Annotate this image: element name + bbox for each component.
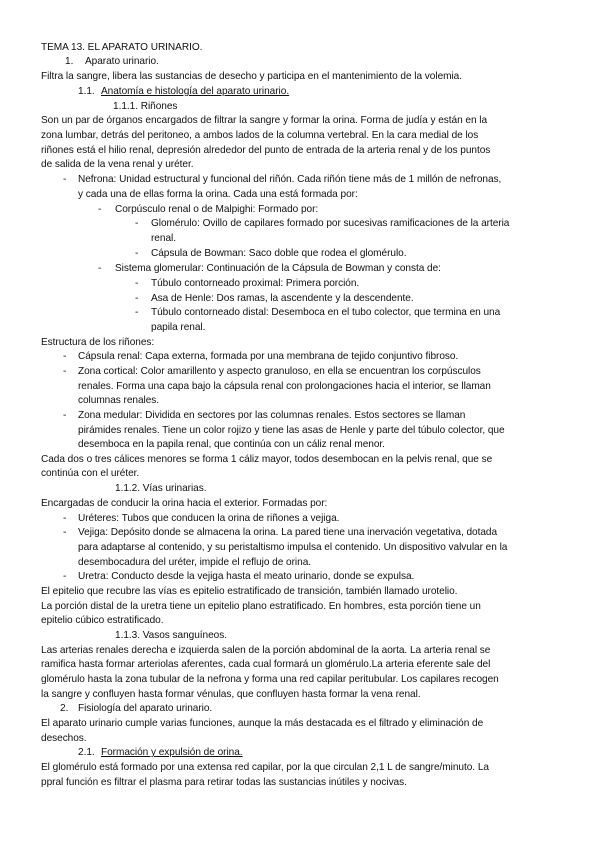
section-2-1-title: Formación y expulsión de orina. bbox=[101, 747, 243, 758]
paragraph-line: riñones está el hilio renal, depresión alrededor del punto de entrada de la arteria renal y de los puntos bbox=[41, 145, 491, 156]
list-item-zona-cortical: Zona cortical: Color amarillento y aspecto granuloso, en ella se encuentran los corpúsculos bbox=[78, 366, 481, 377]
paragraph-line: Son un par de órganos encargados de filtrar la sangre y formar la orina. Forma de judía y están en la bbox=[41, 115, 488, 126]
document-title: TEMA 13. EL APARATO URINARIO. bbox=[41, 42, 203, 53]
paragraph-line: ramifica hasta formar arteriolas aferentes, cada cual formará un glomérulo.La arteria eferente sale del bbox=[41, 659, 491, 670]
paragraph-line: Las arterias renales derecha e izquierda salen de la porción abdominal de la aorta. La arteria renal se bbox=[41, 645, 491, 656]
list-item-vejiga: desembocadura del uréter, impide el reflujo de orina. bbox=[78, 557, 312, 568]
list-item-glomerulo: renal. bbox=[151, 233, 176, 244]
section-2-1-number: 2.1. bbox=[78, 747, 95, 758]
bullet-dash: - bbox=[98, 263, 102, 274]
paragraph-line: de salida de la vena renal y uréter. bbox=[41, 159, 194, 170]
bullet-dash: - bbox=[63, 174, 67, 185]
list-item-tubulo-distal: papila renal. bbox=[151, 322, 206, 333]
bullet-dash: - bbox=[63, 351, 67, 362]
section-2-number: 2. bbox=[60, 703, 69, 714]
paragraph-line: ppral función es filtrar el plasma para retirar todas las sustancias inútiles y nocivas. bbox=[41, 777, 407, 788]
section-1-title: Aparato urinario. bbox=[85, 56, 159, 67]
list-item-corpusculo: Corpúsculo renal o de Malpighi: Formado por: bbox=[115, 204, 319, 215]
list-item-vejiga: Vejiga: Depósito donde se almacena la orina. La pared tiene una inervación vegetativa, dotada bbox=[78, 527, 498, 538]
list-item-bowman: Cápsula de Bowman: Saco doble que rodea el glomérulo. bbox=[151, 248, 407, 259]
list-item-zona-cortical: renales. Forma una capa bajo la cápsula renal con prolongaciones hacia el interior, se llaman bbox=[78, 381, 491, 392]
bullet-dash: - bbox=[98, 204, 102, 215]
list-item-glomerulo: Glomérulo: Ovillo de capilares formado por sucesivas ramificaciones de la arteria bbox=[151, 218, 510, 229]
section-1-intro: Filtra la sangre, libera las sustancias de desecho y participa en el mantenimiento de la volemia. bbox=[41, 71, 462, 82]
section-1-number: 1. bbox=[65, 56, 74, 67]
list-item-vejiga: para adaptarse al contenido, y su peristaltismo impulsa el contenido. Un dispositivo valvular en la bbox=[78, 542, 508, 553]
list-item-tubulo-distal: Túbulo contorneado distal: Desemboca en el tubo colector, que termina en una bbox=[151, 307, 501, 318]
list-item-zona-medular: pirámides renales. Tiene un color rojizo y tiene las asas de Henle y parte del túbulo colector, que bbox=[78, 425, 505, 436]
list-item-zona-medular: Zona medular: Dividida en sectores por las columnas renales. Estos sectores se llaman bbox=[78, 410, 466, 421]
paragraph-line: glomérulo hasta la zona tubular de la nefrona y forma una red capilar peritubular. Los capilares recogen bbox=[41, 674, 499, 685]
bullet-dash: - bbox=[135, 278, 139, 289]
list-item-ureteres: Uréteres: Tubos que conducen la orina de riñones a vejiga. bbox=[78, 513, 340, 524]
bullet-dash: - bbox=[63, 410, 67, 421]
section-1-1-number: 1.1. bbox=[78, 86, 95, 97]
list-item-zona-cortical: columnas renales. bbox=[78, 395, 160, 406]
bullet-dash: - bbox=[63, 366, 67, 377]
list-item-tubulo-proximal: Túbulo contorneado proximal: Primera porción. bbox=[151, 278, 360, 289]
paragraph-line: desechos. bbox=[41, 733, 87, 744]
bullet-dash: - bbox=[135, 218, 139, 229]
bullet-dash: - bbox=[63, 513, 67, 524]
list-item-sistema: Sistema glomerular: Continuación de la Cápsula de Bowman y consta de: bbox=[115, 263, 441, 274]
bullet-dash: - bbox=[63, 527, 67, 538]
paragraph-line: El aparato urinario cumple varias funciones, aunque la más destacada es el filtrado y eliminación de bbox=[41, 718, 484, 729]
section-1-1-1-title: 1.1.1. Riñones bbox=[113, 101, 178, 112]
bullet-dash: - bbox=[135, 248, 139, 259]
paragraph-line: Encargadas de conducir la orina hacia el exterior. Formadas por: bbox=[41, 498, 328, 509]
section-1-1-3-title: 1.1.3. Vasos sanguíneos. bbox=[115, 630, 227, 641]
section-2-title: Fisiología del aparato urinario. bbox=[78, 703, 213, 714]
list-item-henle: Asa de Henle: Dos ramas, la ascendente y la descendente. bbox=[151, 293, 414, 304]
paragraph-line: Cada dos o tres cálices menores se forma 1 cáliz mayor, todos desembocan en la pelvis renal, que se bbox=[41, 454, 493, 465]
list-item-nefrona: y cada una de ellas forma la orina. Cada una está formada por: bbox=[78, 189, 358, 200]
list-item-zona-medular: desemboca en la papila renal, que continúa con un cáliz renal menor. bbox=[78, 439, 385, 450]
paragraph-line: epitelio cúbico estratificado. bbox=[41, 615, 164, 626]
list-item-nefrona: Nefrona: Unidad estructural y funcional del riñón. Cada riñón tiene más de 1 millón de nefronas, bbox=[78, 174, 502, 185]
paragraph-line: continúa con el uréter. bbox=[41, 468, 140, 479]
paragraph-line: El epitelio que recubre las vías es epitelio estratificado de transición, también llamado urotelio. bbox=[41, 586, 458, 597]
paragraph-line: La porción distal de la uretra tiene un epitelio plano estratificado. En hombres, esta porción tiene un bbox=[41, 601, 481, 612]
bullet-dash: - bbox=[63, 571, 67, 582]
section-1-1-title: Anatomía e histología del aparato urinario. bbox=[101, 86, 290, 97]
bullet-dash: - bbox=[135, 307, 139, 318]
estructura-heading: Estructura de los riñones: bbox=[41, 337, 155, 348]
list-item-capsula-renal: Cápsula renal: Capa externa, formada por una membrana de tejido conjuntivo fibroso. bbox=[78, 351, 459, 362]
paragraph-line: la sangre y confluyen hasta formar vénulas, que confluyen hasta formar la vena renal. bbox=[41, 689, 421, 700]
paragraph-line: El glomérulo está formado por una extensa red capilar, por la que circulan 2,1 L de sangre/minuto. La bbox=[41, 762, 489, 773]
section-1-1-2-title: 1.1.2. Vías urinarias. bbox=[115, 483, 207, 494]
bullet-dash: - bbox=[135, 293, 139, 304]
paragraph-line: zona lumbar, detrás del peritoneo, a ambos lados de la columna vertebral. En la cara medial de los bbox=[41, 130, 479, 141]
list-item-uretra: Uretra: Conducto desde la vejiga hasta el meato urinario, donde se expulsa. bbox=[78, 571, 415, 582]
